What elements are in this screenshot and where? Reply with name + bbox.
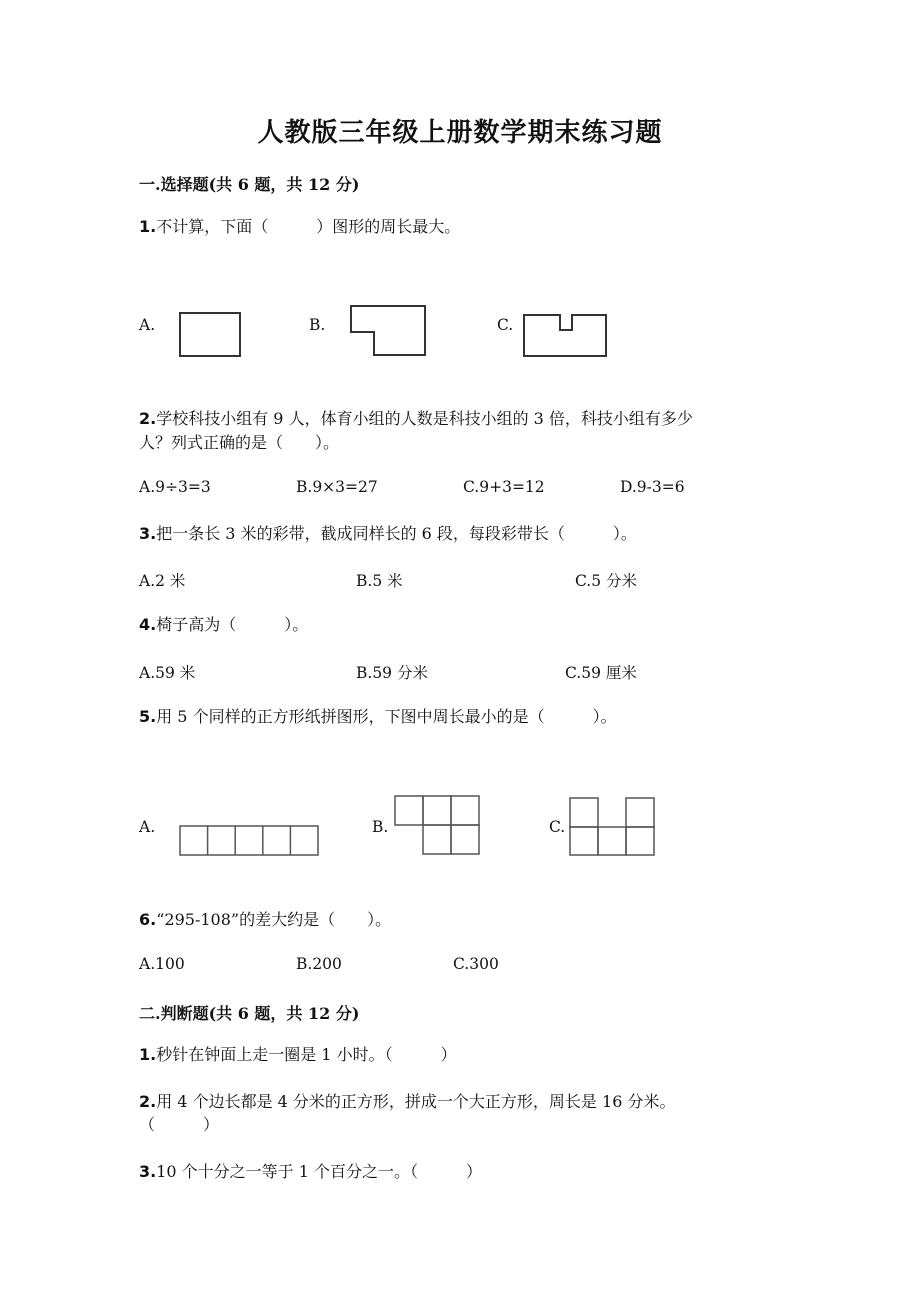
question-text: 10 个十分之一等于 1 个百分之一。（ ） xyxy=(156,1162,483,1181)
question-1 xyxy=(139,215,460,239)
q1-figure-c-notched-rectangle xyxy=(522,313,610,359)
question-number: 2. xyxy=(139,1092,157,1111)
q6-option-b: B.200 xyxy=(296,955,342,973)
question-text: 秒针在钟面上走一圈是 1 小时。（ ） xyxy=(156,1045,457,1064)
q5-figure-c-squares xyxy=(568,796,658,858)
question-6 xyxy=(139,908,391,932)
q2-option-b: B.9×3=27 xyxy=(296,478,378,496)
q5-option-a-label: A. xyxy=(139,818,156,836)
question-5 xyxy=(139,705,617,729)
judgement-question-2-line2: （ ） xyxy=(139,1115,220,1134)
q2-option-c: C.9+3=12 xyxy=(463,478,545,496)
q4-option-b: B.59 分米 xyxy=(356,664,428,682)
q6-option-a: A.100 xyxy=(139,955,185,973)
q1-figure-b-l-shape xyxy=(349,304,429,358)
question-2-line2: 人？列式正确的是（ ）。 xyxy=(139,433,340,452)
q5-figure-a-row-of-squares xyxy=(178,824,322,858)
q5-option-b-label: B. xyxy=(372,818,389,836)
question-text: “295-108”的差大约是（ ）。 xyxy=(156,910,392,929)
question-number: 6. xyxy=(139,910,157,929)
question-number: 4. xyxy=(139,615,157,634)
question-number: 3. xyxy=(139,1162,157,1181)
question-number: 3. xyxy=(139,524,157,543)
q1-option-c-label: C. xyxy=(497,316,514,334)
q2-option-d: D.9-3=6 xyxy=(620,478,685,496)
question-text: 用 5 个同样的正方形纸拼图形，下图中周长最小的是（ ）。 xyxy=(156,707,617,726)
q4-option-c: C.59 厘米 xyxy=(565,664,637,682)
page-title: 人教版三年级上册数学期末练习题 xyxy=(257,118,663,148)
question-4 xyxy=(139,613,308,637)
section-heading-choice: 一.选择题(共 6 题，共 12 分) xyxy=(139,175,360,194)
question-number: 5. xyxy=(139,707,157,726)
section-heading-judgement: 二.判断题(共 6 题，共 12 分) xyxy=(139,1004,360,1023)
q1-figure-a-rectangle xyxy=(178,311,242,357)
question-number: 1. xyxy=(139,1045,157,1064)
q5-option-c-label: C. xyxy=(549,818,566,836)
question-2 xyxy=(139,407,693,431)
question-text: 不计算，下面（ ）图形的周长最大。 xyxy=(156,217,461,236)
question-text: 把一条长 3 米的彩带，截成同样长的 6 段，每段彩带长（ ）。 xyxy=(156,524,637,543)
q6-option-c: C.300 xyxy=(453,955,499,973)
q1-option-b-label: B. xyxy=(309,316,326,334)
q3-option-a: A.2 米 xyxy=(139,572,186,590)
q5-figure-b-squares xyxy=(393,794,483,858)
question-text: 椅子高为（ ）。 xyxy=(156,615,309,634)
q2-option-a: A.9÷3=3 xyxy=(139,478,211,496)
judgement-question-2 xyxy=(139,1090,675,1114)
judgement-question-3 xyxy=(139,1160,482,1184)
question-number: 2. xyxy=(139,409,157,428)
q3-option-b: B.5 米 xyxy=(356,572,403,590)
question-text-line1: 用 4 个边长都是 4 分米的正方形，拼成一个大正方形，周长是 16 分米。 xyxy=(156,1092,676,1111)
q3-option-c: C.5 分米 xyxy=(575,572,638,590)
q1-option-a-label: A. xyxy=(139,316,156,334)
question-3 xyxy=(139,522,637,546)
q4-option-a: A.59 米 xyxy=(139,664,196,682)
question-text-line1: 学校科技小组有 9 人，体育小组的人数是科技小组的 3 倍，科技小组有多少 xyxy=(156,409,693,428)
question-number: 1. xyxy=(139,217,157,236)
judgement-question-1 xyxy=(139,1043,457,1067)
